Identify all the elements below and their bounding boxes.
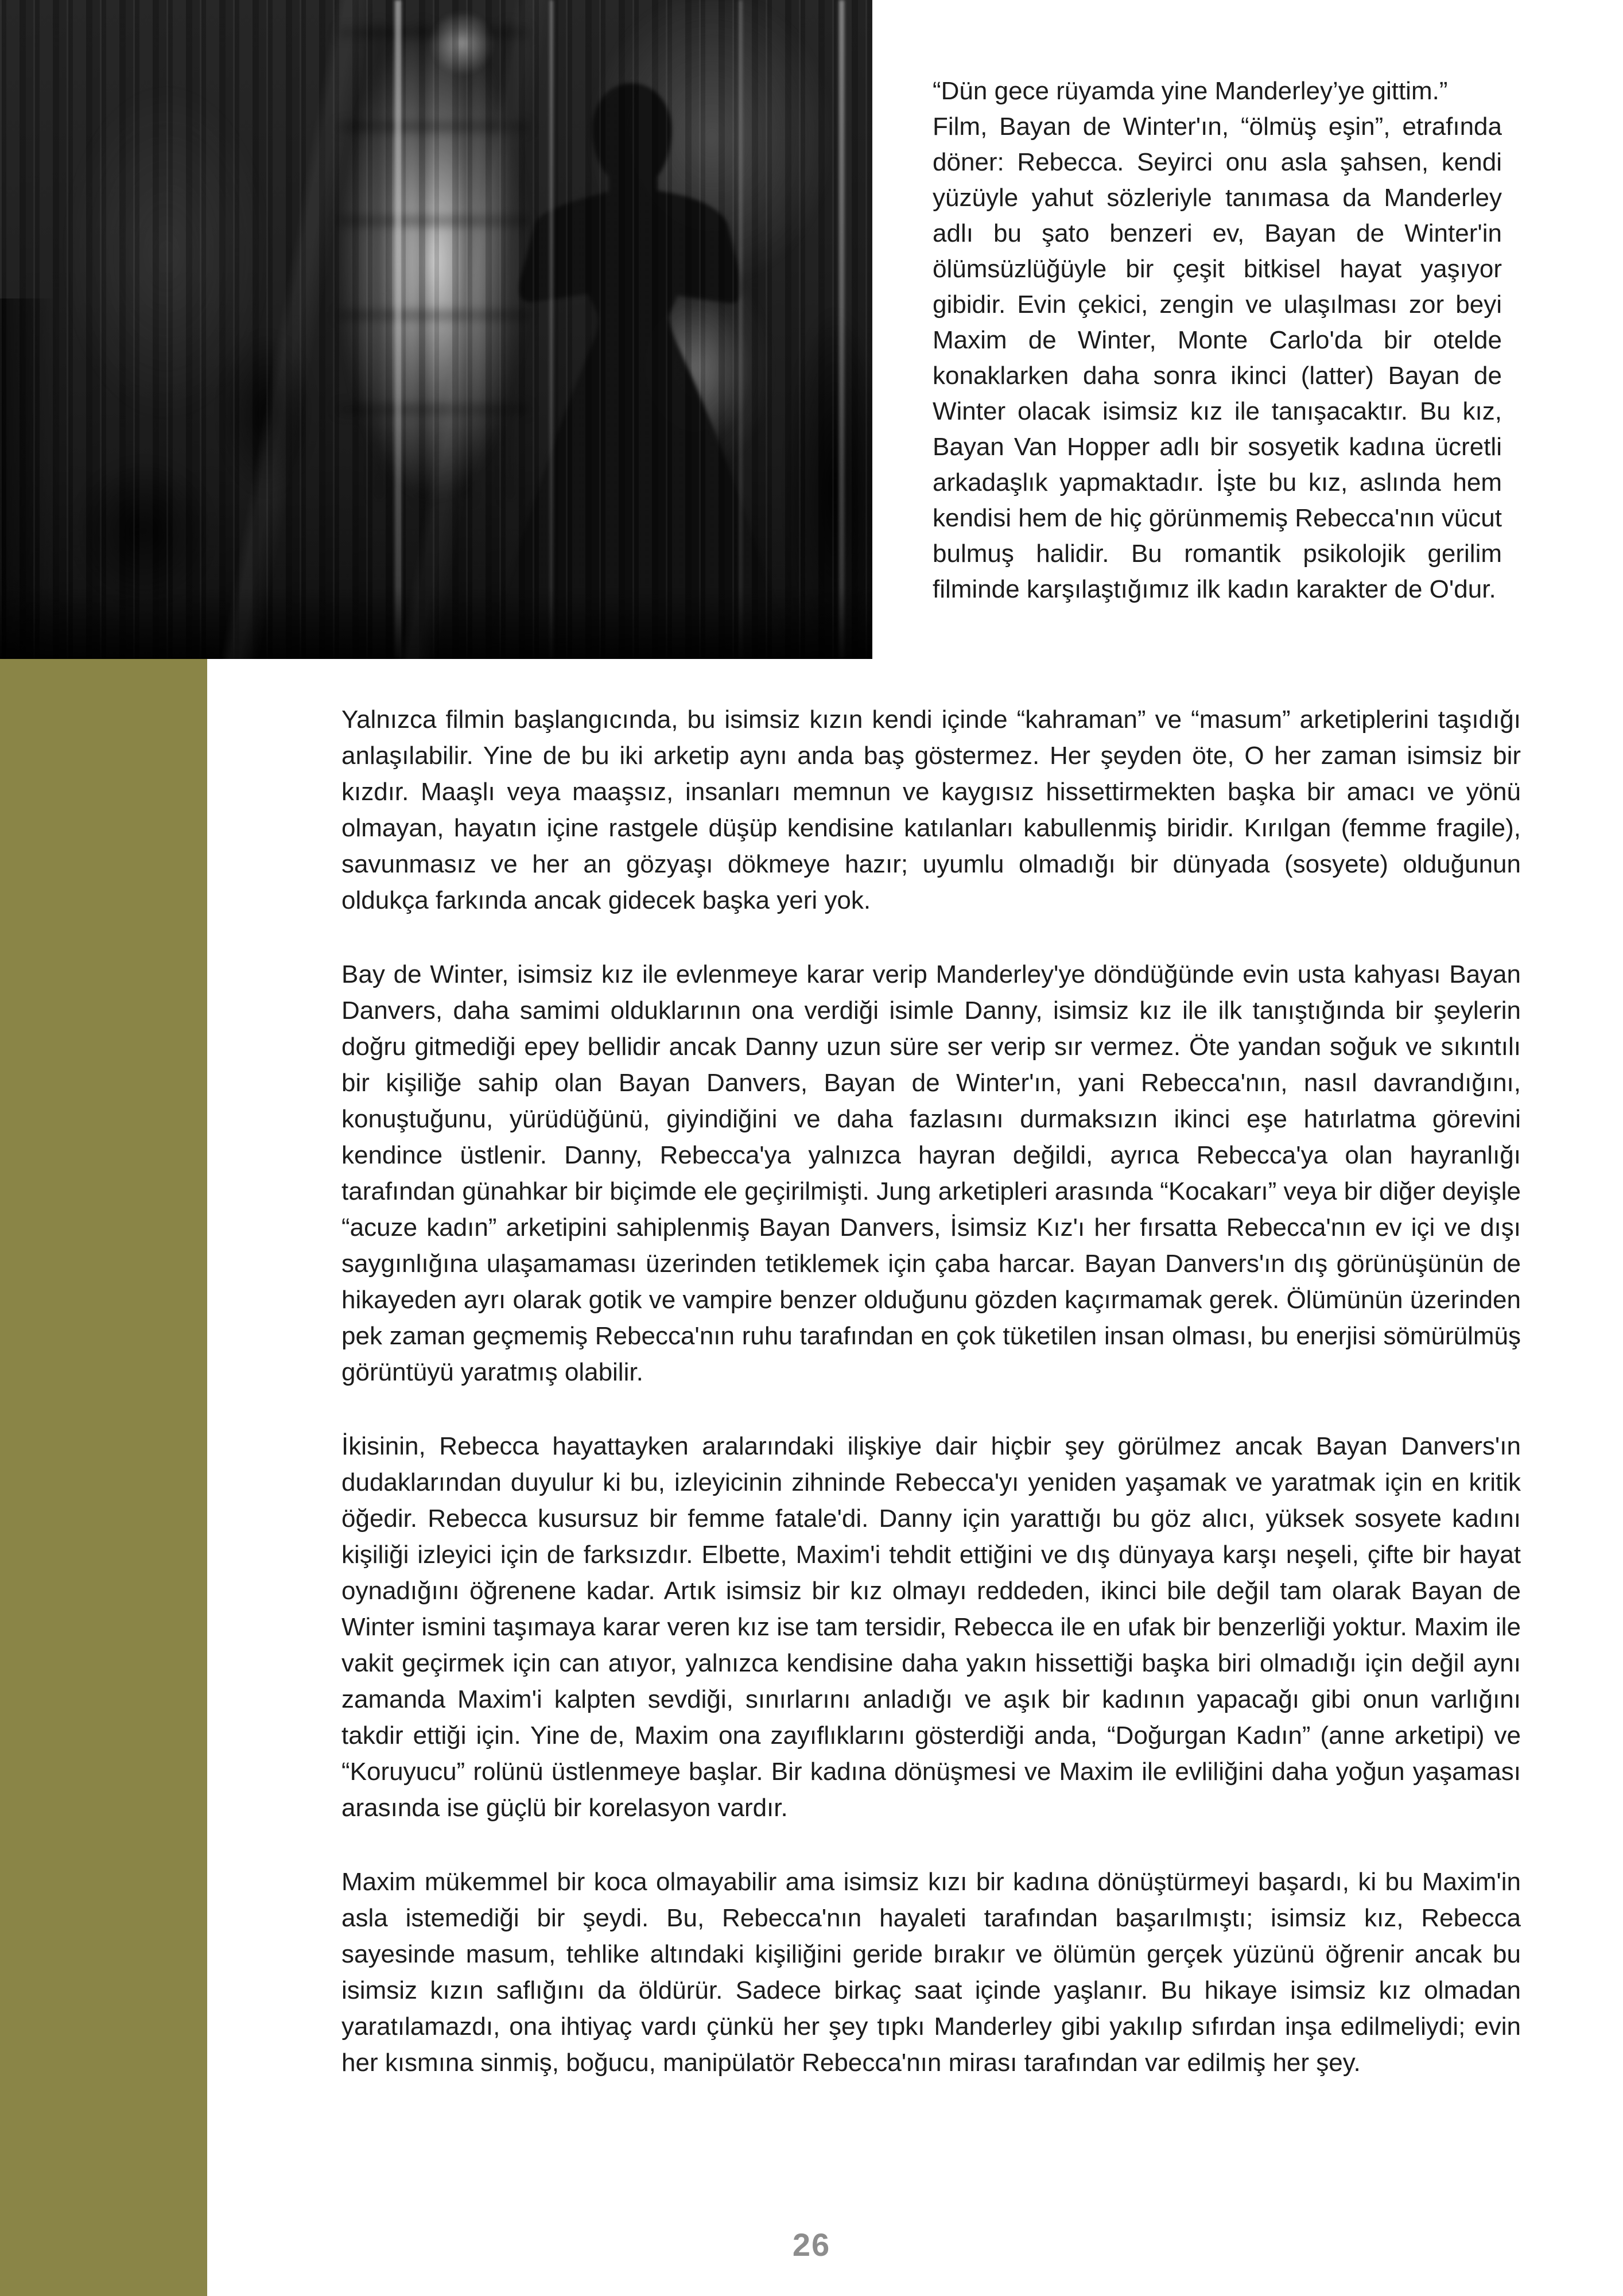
opening-quote: “Dün gece rüyamda yine Manderley’ye gittim.” [933,77,1448,105]
article-paragraph-3: İkisinin, Rebecca hayattayken aralarındaki ilişkiye dair hiçbir şey görülmez ancak Bayan Danvers'ın dudaklarından duyulur ki bu, izleyicinin zihninde Rebecca'yı yeniden yaşamak ve yaratmak için en kritik öğedir. Rebecca kusursuz bir femme fatale'di. Danny için yarattığı bu göz alıcı, yüksek sosyete kadını kişiliği izleyici için de farksızdır. Elbette, Maxim'i tehdit ettiğini ve dış dünyaya karşı neşeli, çifte bir hayat oynadığını öğrenene kadar. Artık isimsiz bir kız olmayı reddeden, ikinci bile değil tam olarak Bayan de Winter ismini taşımaya karar veren kız ise tam tersidir, Rebecca ile en ufak bir benzerliği yoktur. Maxim ile vakit geçirmek için can atıyor, yalnızca kendisine daha yakın hissettiği başka biri olmadığı için değil aynı zamanda Maxim'i kalpten sevdiği, sınırlarını anladığı ve aşık bir kadının yapacağı gibi onun varlığını takdir ettiği için. Yine de, Maxim ona zayıflıklarını gösterdiği anda, “Doğurgan Kadın” (anne arketipi) ve “Koruyucu” rolünü üstlenmeye başlar. Bir kadına dönüşmesi ve Maxim ile evliliğini daha yoğun yaşaması arasında ise güçlü bir korelasyon vardır. [341,1432,1521,1822]
floor-and-vignette [0,0,872,659]
intro-column [933,73,1502,607]
accent-side-band [0,659,207,2296]
article-column [341,701,1521,2081]
article-paragraph-4: Maxim mükemmel bir koca olmayabilir ama isimsiz kızı bir kadına dönüştürmeyi başardı, ki bu Maxim'in asla istemediği bir şeydi. Bu, Rebecca'nın hayaleti tarafından başarılmıştı; isimsiz kız, Rebecca sayesinde masum, tehlike altındaki kişiliğini geride bırakır ve ölümün gerçek yüzünü öğrenir ancak bu isimsiz kızın saflığını da öldürür. Sadece birkaç saat içinde yaşlanır. Bu hikaye isimsiz kız olmadan yaratılamazdı, ona ihtiyaç vardı çünkü her şey tıpkı Manderley gibi yakılıp sıfırdan inşa edilmeliydi; evin her kısmına sinmiş, boğucu, manipülatör Rebecca'nın mirası tarafından var edilmiş her şey. [341,1868,1521,2077]
article-paragraph-1: Yalnızca filmin başlangıcında, bu isimsiz kızın kendi içinde “kahraman” ve “masum” arketiplerini taşıdığı anlaşılabilir. Yine de bu iki arketip aynı anda baş göstermez. Her şeyden öte, O her zaman isimsiz bir kızdır. Maaşlı veya maaşsız, insanları memnun ve kaygısız hissettirmekten başka bir amacı ve yönü olmayan, hayatın içine rastgele düşüp kendisine katılanları kabullenmiş biridir. Kırılgan (femme fragile), savunmasız ve her an gözyaşı dökmeye hazır; uyumlu olmadığı bir dünyada (sosyete) olduğunun oldukça farkında ancak gidecek başka yeri yok. [341,705,1521,914]
article-paragraph-2: Bay de Winter, isimsiz kız ile evlenmeye karar verip Manderley'ye döndüğünde evin usta kahyası Bayan Danvers, daha samimi olduklarının ona verdiği isimle Danny, isimsiz kız ile ilk tanıştığında bir şeylerin doğru gitmediği epey bellidir ancak Danny uzun süre ser verip sır vermez. Öte yandan soğuk ve sıkıntılı bir kişiliğe sahip olan Bayan Danvers, Bayan de Winter'ın, yani Rebecca'nın, nasıl davrandığını, konuştuğunu, yürüdüğünü, giyindiğini ve daha fazlasını durmaksızın ikinci eşe hatırlatma görevini kendince üstlenir. Danny, Rebecca'ya yalnızca hayran değildi, ayrıca Rebecca'ya olan hayranlığı tarafından günahkar bir biçimde ele geçirilmişti. Jung arketipleri arasında “Kocakarı” veya bir diğer deyişle “acuze kadın” arketipini sahiplenmiş Bayan Danvers, İsimsiz Kız'ı her fırsatta Rebecca'nın ev içi ve dışı saygınlığına ulaşamaması üzerinden tetiklemek için çaba harcar. Bayan Danvers'ın dış görünüşünün de hikayeden ayrı olarak gotik ve vampire benzer olduğunu gözden kaçırmamak gerek. Ölümünün üzerinden pek zaman geçmemiş Rebecca'nın ruhu tarafından en çok tüketilen insan olması, bu enerjisi sömürülmüş görüntüyü yaratmış olabilir. [341,960,1521,1386]
page-number: 26 [792,2227,831,2263]
intro-paragraph: Film, Bayan de Winter'ın, “ölmüş eşin”, etrafında döner: Rebecca. Seyirci onu asla şahsen, kendi yüzüyle yahut sözleriyle tanımasa da Manderley adlı bu şato benzeri ev, Bayan de Winter'in ölümsüzlüğüyle bir çeşit bitkisel hayat yaşıyor gibidir. Evin çekici, zengin ve ulaşılması zor beyi Maxim de Winter, Monte Carlo'da bir otelde konaklarken daha sonra ikinci (latter) Bayan de Winter olacak isimsiz kız ile tanışacaktır. Bu kız, Bayan Van Hopper adlı bir sosyetik kadına ücretli arkadaşlık yapmaktadır. İşte bu kız, aslında hem kendisi hem de hiç görünmemiş Rebecca'nın vücut bulmuş halidir. Bu romantik psikolojik gerilim filminde karşılaştığımız ilk kadın karakter de O'dur. [933,113,1502,603]
film-still-photo [0,0,872,659]
